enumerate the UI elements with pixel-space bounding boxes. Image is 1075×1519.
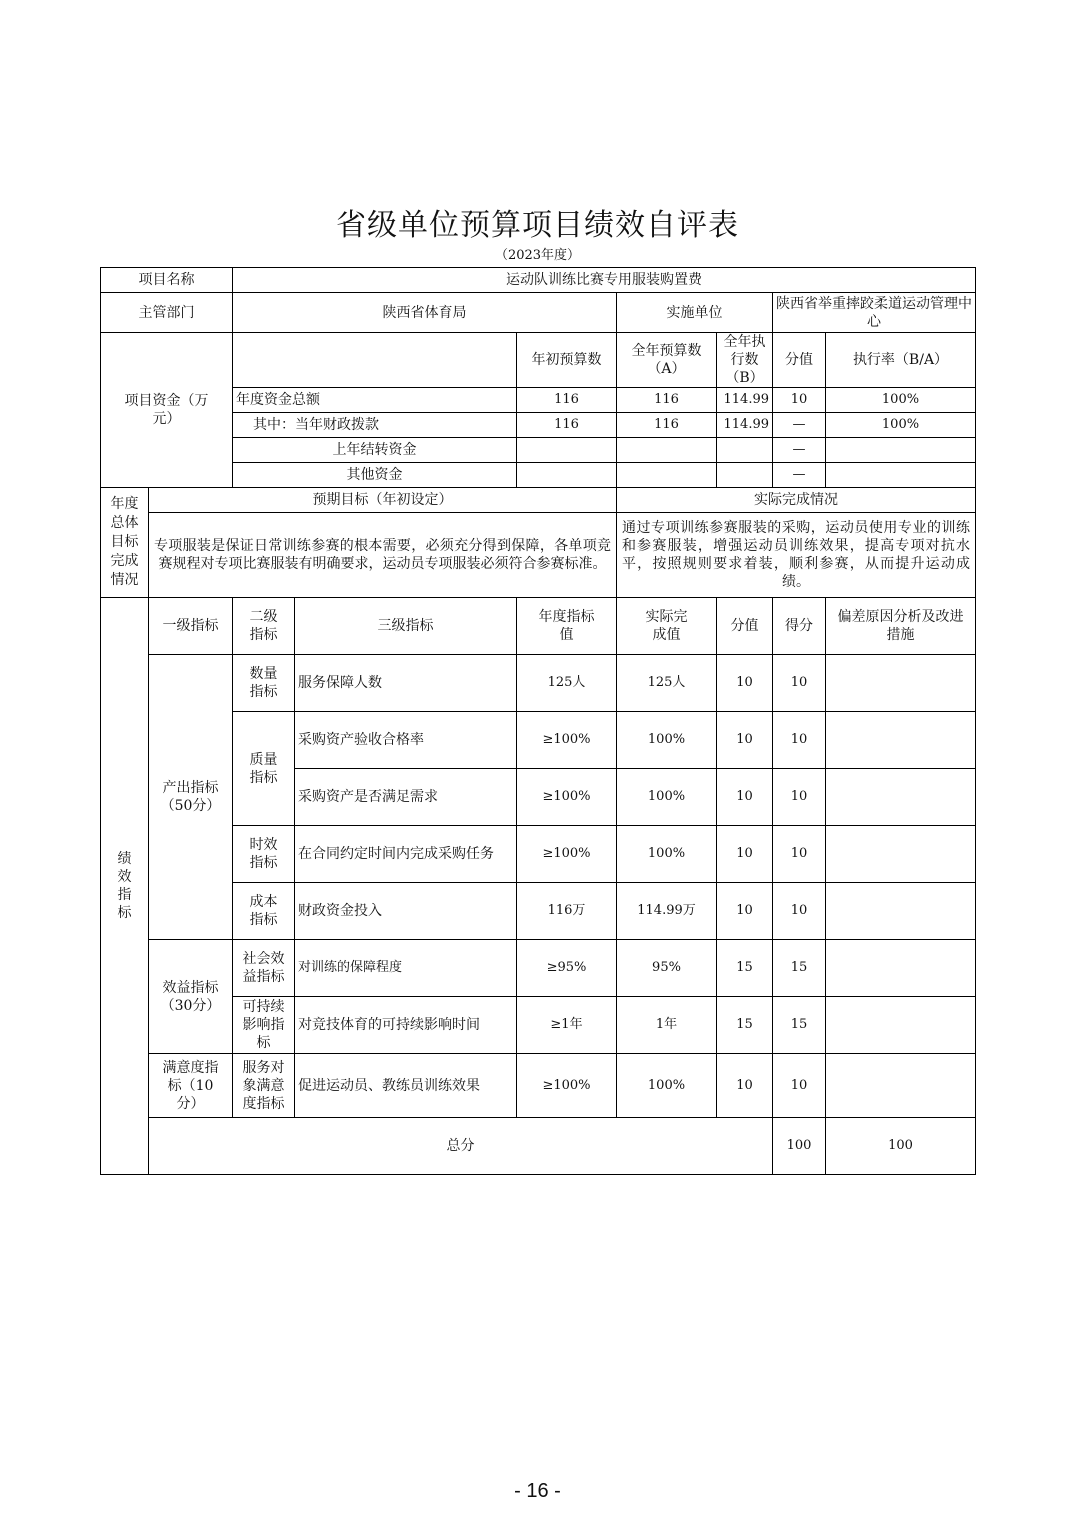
indicator-level3: 服务保障人数 [295,655,517,712]
indicator-header-level3: 三级指标 [295,598,517,655]
funds-row-exec-rate: 100% [826,413,976,438]
funds-row-executed [717,463,773,488]
project-name: 运动队训练比赛专用服装购置费 [233,268,976,293]
total-score-value: 100 [773,1118,826,1175]
actual-result-text: 通过专项训练参赛服装的采购，运动员使用专业的训练和参赛服装，增强运动员训练效果，提高专项对抗水平，按照规则要求着装，顺利参赛，从而提升运动成绩。 [617,513,976,598]
funds-row-exec-rate [826,438,976,463]
funds-row [101,438,976,463]
funds-row-score-value: — [773,438,826,463]
indicator-deviation [826,940,976,997]
goals-label: 年度总体目标完成情况 [101,488,149,598]
page-title: 省级单位预算项目绩效自评表 [336,208,739,243]
indicator-level3: 对训练的保障程度 [295,940,517,997]
indicator-score: 15 [773,997,826,1054]
indicator-score-value: 10 [717,769,773,826]
indicator-actual: 125人 [617,655,717,712]
impl-unit-label: 实施单位 [617,293,773,333]
indicator-score-value: 10 [717,826,773,883]
indicator-target: ≥100% [517,769,617,826]
indicator-actual: 100% [617,1054,717,1118]
funds-row-exec-rate [826,463,976,488]
funds-row-score-value: — [773,463,826,488]
indicator-actual: 100% [617,826,717,883]
indicator-header-level1: 一级指标 [149,598,233,655]
dept-value: 陕西省体育局 [233,293,617,333]
indicator-score-value: 15 [717,940,773,997]
indicator-deviation [826,655,976,712]
indicator-row [101,712,976,769]
indicator-row [101,1054,976,1118]
funds-row-exec-rate: 100% [826,388,976,413]
indicator-actual: 114.99万 [617,883,717,940]
funds-header-score-value: 分值 [773,333,826,388]
indicator-level2: 数量指标 [233,655,295,712]
funds-header-annual: 全年预算数（A） [617,333,717,388]
indicator-row [101,883,976,940]
indicator-score-value: 10 [717,712,773,769]
indicator-level3: 在合同约定时间内完成采购任务 [295,826,517,883]
indicator-target: ≥100% [517,1054,617,1118]
indicator-score: 10 [773,712,826,769]
funds-row [101,463,976,488]
indicator-deviation [826,769,976,826]
funds-row-score-value: — [773,413,826,438]
funds-row-score-value: 10 [773,388,826,413]
indicators-label-text: 绩效指标 [117,851,132,921]
funds-row-executed: 114.99 [717,388,773,413]
indicator-target: 116万 [517,883,617,940]
funds-row-annual: 116 [617,388,717,413]
indicator-level2: 社会效益指标 [233,940,295,997]
indicator-actual: 100% [617,712,717,769]
indicator-row [101,655,976,712]
indicator-target: ≥1年 [517,997,617,1054]
indicator-level3: 对竞技体育的可持续影响时间 [295,997,517,1054]
indicator-level2: 质量指标 [233,712,295,826]
funds-label: 项目资金（万元） [101,333,233,488]
indicator-target: ≥100% [517,712,617,769]
satisfaction-indicator-label: 满意度指标（10分） [149,1054,233,1118]
indicator-score: 10 [773,655,826,712]
indicator-header-target: 年度指标值 [517,598,617,655]
indicator-level2: 服务对象满意度指标 [233,1054,295,1118]
funds-header-initial: 年初预算数 [517,333,617,388]
indicator-row [101,940,976,997]
indicator-level3: 促进运动员、教练员训练效果 [295,1054,517,1118]
indicator-score: 15 [773,940,826,997]
funds-row-name: 上年结转资金 [233,438,517,463]
indicator-score: 10 [773,826,826,883]
indicator-target: ≥100% [517,826,617,883]
indicator-score-value: 10 [717,1054,773,1118]
indicator-level3: 采购资产验收合格率 [295,712,517,769]
funds-row-annual: 116 [617,413,717,438]
self-evaluation-table [100,267,976,1175]
indicator-header-level2: 二级指标 [233,598,295,655]
funds-header-exec-rate: 执行率（B/A） [826,333,976,388]
benefit-indicator-label: 效益指标（30分） [149,940,233,1054]
indicators-label [101,598,149,1175]
expected-goal-text: 专项服装是保证日常训练参赛的根本需要，必须充分得到保障，各单项竞赛规程对专项比赛服装有明确要求，运动员专项服装必须符合参赛标准。 [149,513,617,598]
indicator-score: 10 [773,769,826,826]
funds-row-name: 年度资金总额 [233,388,517,413]
funds-row-executed [717,438,773,463]
output-indicator-label: 产出指标（50分） [149,655,233,940]
funds-row-executed: 114.99 [717,413,773,438]
funds-row-initial: 116 [517,413,617,438]
indicator-level2: 时效指标 [233,826,295,883]
indicator-deviation [826,883,976,940]
funds-row-name: 其他资金 [233,463,517,488]
dept-label: 主管部门 [101,293,233,333]
indicator-level2: 可持续影响指标 [233,997,295,1054]
funds-row [101,388,976,413]
indicator-deviation [826,997,976,1054]
funds-row-name: 其中：当年财政拨款 [233,413,517,438]
total-row [101,1118,976,1175]
report-year: （2023年度） [494,248,581,263]
indicator-deviation [826,1054,976,1118]
funds-header-blank [233,333,517,388]
indicator-score-value: 10 [717,883,773,940]
impl-unit-value: 陕西省举重摔跤柔道运动管理中心 [773,293,976,333]
indicator-header-deviation: 偏差原因分析及改进措施 [826,598,976,655]
indicator-score: 10 [773,1054,826,1118]
indicator-actual: 100% [617,769,717,826]
total-score: 100 [826,1118,976,1175]
indicator-deviation [826,712,976,769]
funds-row-initial [517,438,617,463]
page-number: - 16 - [514,1480,561,1502]
indicator-score-value: 15 [717,997,773,1054]
funds-row-annual [617,438,717,463]
indicator-deviation [826,826,976,883]
funds-row-annual [617,463,717,488]
indicator-level3: 财政资金投入 [295,883,517,940]
indicator-level2: 成本指标 [233,883,295,940]
indicator-header-score: 得分 [773,598,826,655]
indicator-header-score-value: 分值 [717,598,773,655]
funds-row [101,413,976,438]
indicator-row [101,997,976,1054]
indicator-score-value: 10 [717,655,773,712]
funds-header-executed: 全年执行数（B） [717,333,773,388]
project-name-label: 项目名称 [101,268,233,293]
funds-row-initial: 116 [517,388,617,413]
indicator-actual: 95% [617,940,717,997]
indicator-target: 125人 [517,655,617,712]
funds-row-initial [517,463,617,488]
indicator-target: ≥95% [517,940,617,997]
indicator-score: 10 [773,883,826,940]
indicator-level3: 采购资产是否满足需求 [295,769,517,826]
indicator-actual: 1年 [617,997,717,1054]
expected-goal-label: 预期目标（年初设定） [149,488,617,513]
indicator-row [101,826,976,883]
indicator-header-actual: 实际完成值 [617,598,717,655]
actual-result-label: 实际完成情况 [617,488,976,513]
total-label: 总分 [149,1118,773,1175]
